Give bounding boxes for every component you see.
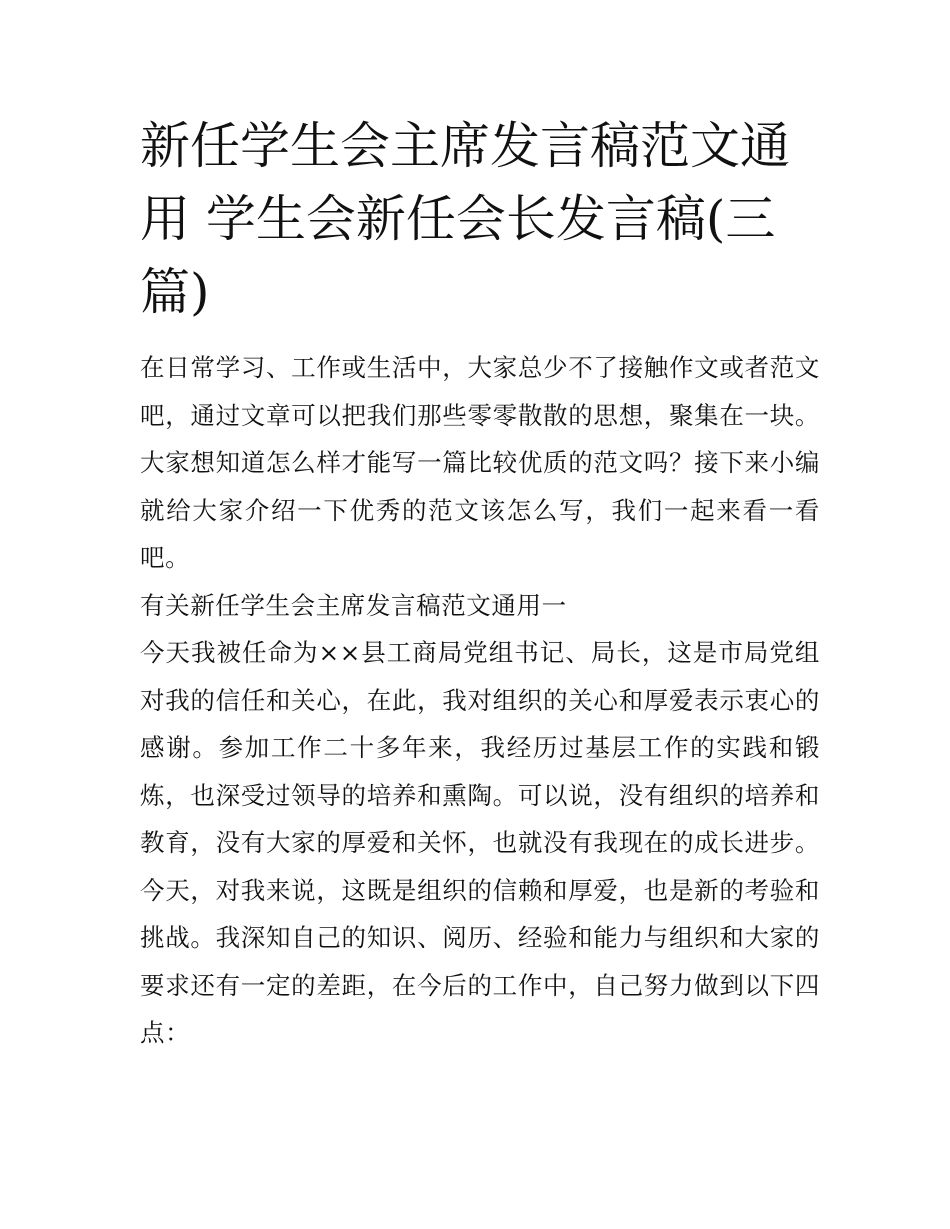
document-content [140,110,820,1057]
document-title: 新任学生会主席发言稿范文通用 学生会新任会长发言稿(三篇) [140,117,790,321]
intro-paragraph: 在日常学习、工作或生活中，大家总少不了接触作文或者范文吧，通过文章可以把我们那些零零散散的思想，聚集在一块。大家想知道怎么样才能写一篇比较优质的范文吗？接下来小编就给大家介绍一下优秀的范文该怎么写，我们一起来看一看吧。 [140,353,820,572]
section-heading: 有关新任学生会主席发言稿范文通用一 [140,590,567,620]
body-paragraph: 今天我被任命为××县工商局党组书记、局长，这是市局党组对我的信任和关心，在此，我对组织的关心和厚爱表示衷心的感谢。参加工作二十多年来，我经历过基层工作的实践和锻炼，也深受过领导的培养和熏陶。可以说，没有组织的培养和教育，没有大家的厚爱和关怀，也就没有我现在的成长进步。今天，对我来说，这既是组织的信赖和厚爱，也是新的考验和挑战。我深知自己的知识、阅历、经验和能力与组织和大家的要求还有一定的差距，在今后的工作中，自己努力做到以下四点： [140,638,820,1047]
